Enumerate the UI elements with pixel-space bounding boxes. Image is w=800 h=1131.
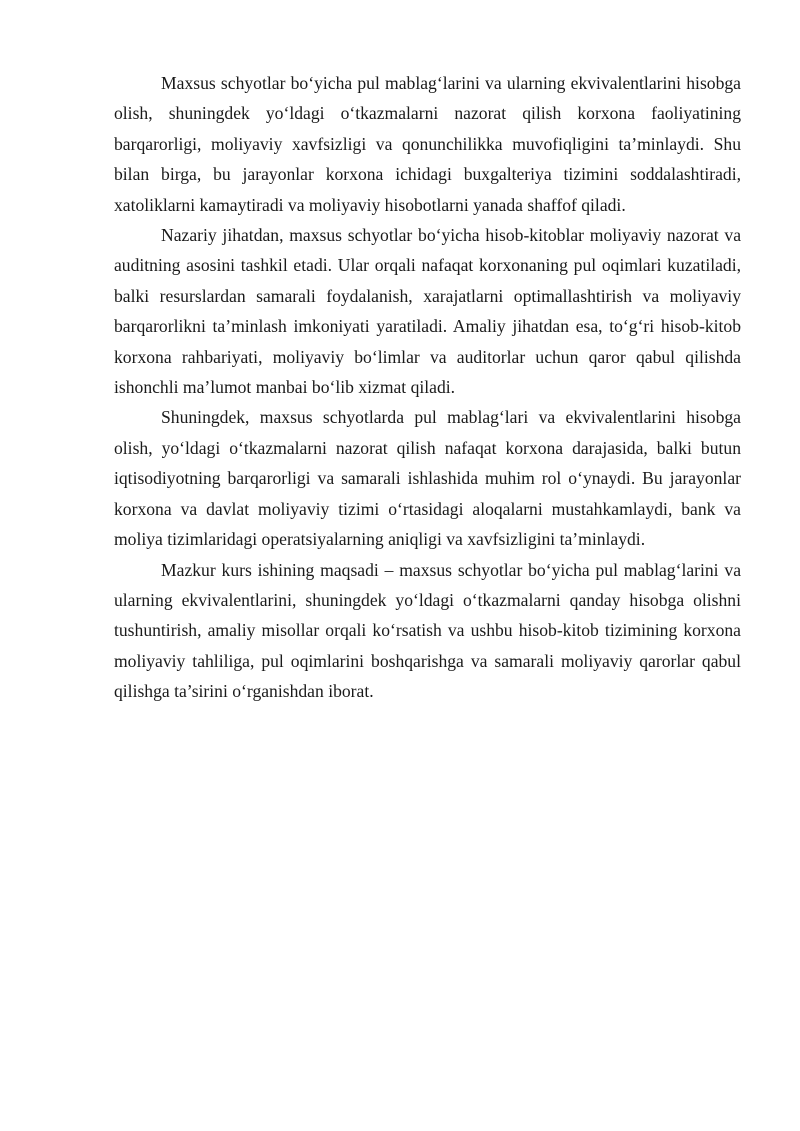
paragraph-1: Maxsus schyotlar bo‘yicha pul mablag‘larini va ularning ekvivalentlarini hisobga olish, shuningdek yo‘ldagi o‘tkazmalarni nazorat qilish korxona faoliyatining barqarorligi, moliyaviy xavfsizligi va qonunchilikka muvofiqligini ta’minlaydi. Shu bilan birga, bu jarayonlar korxona ichidagi buxgalteriya tizimini soddalashtiradi, xatoliklarni kamaytiradi va moliyaviy hisobotlarni yanada shaffof qiladi.: [114, 73, 741, 215]
document-page: [114, 68, 741, 707]
paragraph-3: Shuningdek, maxsus schyotlarda pul mablag‘lari va ekvivalentlarini hisobga olish, yo‘ldagi o‘tkazmalarni nazorat qilish nafaqat korxona darajasida, balki butun iqtisodiyotning barqarorligi va samarali ishlashida muhim rol o‘ynaydi. Bu jarayonlar korxona va davlat moliyaviy tizimi o‘rtasidagi aloqalarni mustahkamlaydi, bank va moliya tizimlaridagi operatsiyalarning aniqligi va xavfsizligini ta’minlaydi.: [114, 407, 741, 550]
paragraph-2: Nazariy jihatdan, maxsus schyotlar bo‘yicha hisob-kitoblar moliyaviy nazorat va auditning asosini tashkil etadi. Ular orqali nafaqat korxonaning pul oqimlari kuzatiladi, balki resurslardan samarali foydalanish, xarajatlarni optimallashtirish va moliyaviy barqarorlikni ta’minlash imkoniyati yaratiladi. Amaliy jihatdan esa, to‘g‘ri hisob-kitob korxona rahbariyati, moliyaviy bo‘limlar va auditorlar uchun qaror qabul qilishda ishonchli ma’lumot manbai bo‘lib xizmat qiladi.: [114, 225, 741, 398]
paragraph-4: Mazkur kurs ishining maqsadi – maxsus schyotlar bo‘yicha pul mablag‘larini va ularning ekvivalentlarini, shuningdek yo‘ldagi o‘tkazmalarni qanday hisobga olishni tushuntirish, amaliy misollar orqali ko‘rsatish va ushbu hisob-kitob tizimining korxona moliyaviy tahliliga, pul oqimlarini boshqarishga va samarali moliyaviy qarorlar qabul qilishga ta’sirini o‘rganishdan iborat.: [114, 559, 741, 702]
